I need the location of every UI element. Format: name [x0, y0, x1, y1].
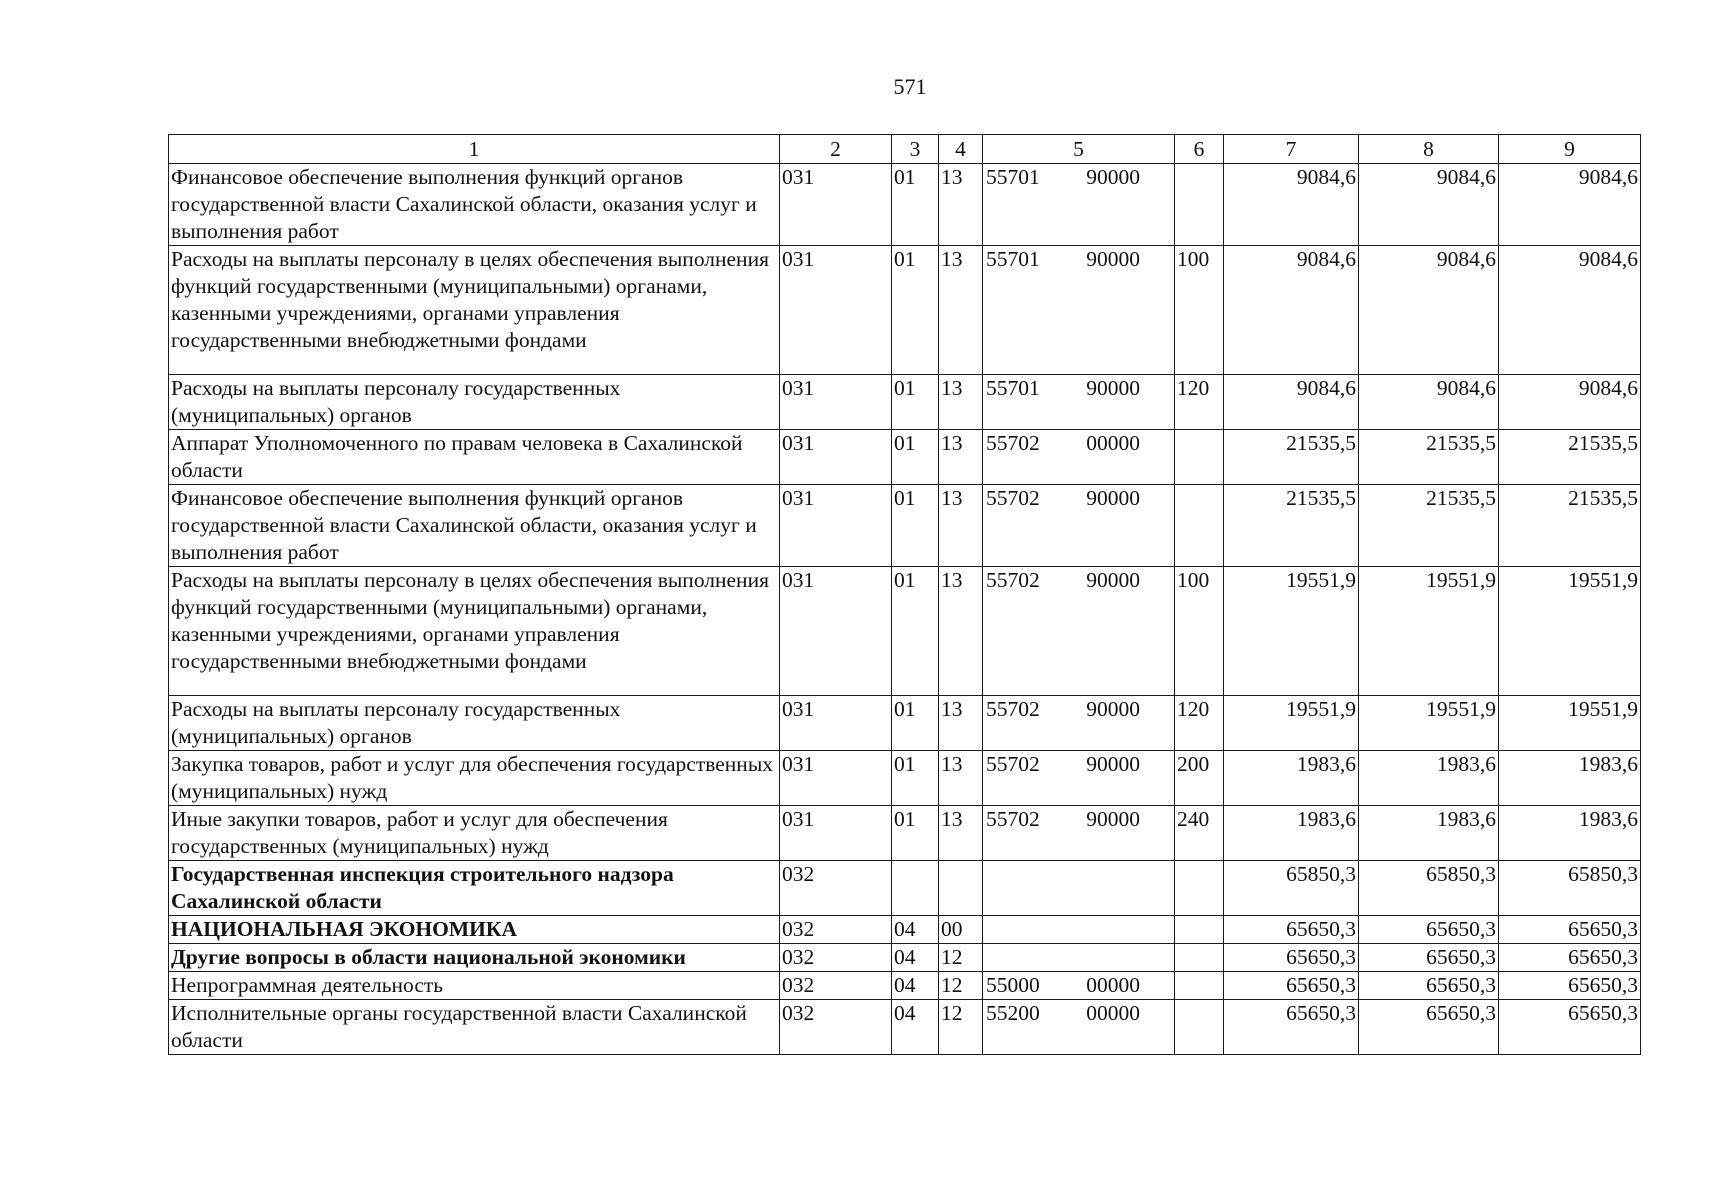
program-code-part1: 55702	[986, 697, 1040, 721]
row-program-cell	[983, 944, 1175, 972]
row-name-cell: Финансовое обеспечение выполнения функций органов государственной власти Сахалинской области, оказания услуг и выполнения работ	[169, 164, 780, 246]
row-expense-type-cell	[1175, 861, 1224, 916]
row-subsection-cell: 13	[939, 696, 983, 751]
row-expense-type-cell: 100	[1175, 246, 1224, 375]
row-program-cell	[983, 696, 1175, 751]
row-expense-type-cell	[1175, 944, 1224, 972]
row-name-cell: Финансовое обеспечение выполнения функций органов государственной власти Сахалинской области, оказания услуг и выполнения работ	[169, 485, 780, 567]
row-subsection-cell: 13	[939, 164, 983, 246]
row-name-cell: НАЦИОНАЛЬНАЯ ЭКОНОМИКА	[169, 916, 780, 944]
row-name-cell: Расходы на выплаты персоналу в целях обеспечения выполнения функций государственными (муниципальными) органами, казенными учреждениями, органами управления государственными внебюджетными фондами	[169, 567, 780, 696]
row-gr-code-cell: 031	[780, 485, 892, 567]
row-amount-cell: 1983,6	[1224, 806, 1359, 861]
row-expense-type-cell: 120	[1175, 375, 1224, 430]
row-name-cell: Иные закупки товаров, работ и услуг для обеспечения государственных (муниципальных) нужд	[169, 806, 780, 861]
table-row	[169, 972, 1641, 1000]
row-amount-cell: 19551,9	[1224, 567, 1359, 696]
row-subsection-cell	[939, 861, 983, 916]
header-cell: 4	[939, 135, 983, 164]
row-gr-code-cell: 031	[780, 567, 892, 696]
row-amount-cell: 9084,6	[1224, 164, 1359, 246]
program-code-part1: 55701	[986, 247, 1040, 271]
row-amount-cell: 21535,5	[1499, 430, 1641, 485]
row-section-cell: 01	[892, 806, 939, 861]
row-amount-cell: 65650,3	[1499, 1000, 1641, 1055]
row-amount-cell: 65850,3	[1359, 861, 1499, 916]
row-program-cell	[983, 916, 1175, 944]
row-program-cell	[983, 485, 1175, 567]
row-subsection-cell: 13	[939, 430, 983, 485]
row-amount-cell: 9084,6	[1224, 246, 1359, 375]
row-name-cell: Исполнительные органы государственной власти Сахалинской области	[169, 1000, 780, 1055]
row-program-cell	[983, 567, 1175, 696]
row-amount-cell: 65850,3	[1499, 861, 1641, 916]
program-code-part1: 55702	[986, 807, 1040, 831]
header-cell: 3	[892, 135, 939, 164]
row-program-cell	[983, 164, 1175, 246]
header-cell: 1	[169, 135, 780, 164]
row-section-cell: 01	[892, 567, 939, 696]
row-section-cell: 01	[892, 696, 939, 751]
row-subsection-cell: 13	[939, 567, 983, 696]
row-expense-type-cell	[1175, 164, 1224, 246]
table-row	[169, 861, 1641, 916]
program-code-part2: 90000	[1086, 807, 1140, 831]
row-amount-cell: 65650,3	[1224, 944, 1359, 972]
row-program-cell	[983, 430, 1175, 485]
row-program-cell	[983, 1000, 1175, 1055]
header-cell: 6	[1175, 135, 1224, 164]
header-cell: 5	[983, 135, 1175, 164]
row-section-cell: 01	[892, 246, 939, 375]
program-code-part2: 90000	[1086, 752, 1140, 776]
row-amount-cell: 1983,6	[1499, 751, 1641, 806]
row-program-cell	[983, 806, 1175, 861]
row-program-cell	[983, 861, 1175, 916]
row-amount-cell: 65650,3	[1499, 972, 1641, 1000]
row-amount-cell: 65650,3	[1359, 916, 1499, 944]
header-cell: 8	[1359, 135, 1499, 164]
row-amount-cell: 65650,3	[1359, 944, 1499, 972]
row-amount-cell: 19551,9	[1359, 696, 1499, 751]
table-row	[169, 751, 1641, 806]
row-amount-cell: 65650,3	[1359, 1000, 1499, 1055]
table-row	[169, 430, 1641, 485]
row-subsection-cell: 13	[939, 751, 983, 806]
row-amount-cell: 21535,5	[1224, 430, 1359, 485]
row-name-cell: Аппарат Уполномоченного по правам человека в Сахалинской области	[169, 430, 780, 485]
row-expense-type-cell	[1175, 972, 1224, 1000]
row-expense-type-cell: 120	[1175, 696, 1224, 751]
row-gr-code-cell: 032	[780, 1000, 892, 1055]
row-amount-cell: 65650,3	[1224, 916, 1359, 944]
table-row	[169, 806, 1641, 861]
row-expense-type-cell: 240	[1175, 806, 1224, 861]
row-expense-type-cell	[1175, 916, 1224, 944]
row-gr-code-cell: 032	[780, 972, 892, 1000]
row-gr-code-cell: 032	[780, 916, 892, 944]
row-subsection-cell: 13	[939, 246, 983, 375]
program-code-part1: 55701	[986, 165, 1040, 189]
row-section-cell	[892, 861, 939, 916]
row-name-cell: Непрограммная деятельность	[169, 972, 780, 1000]
row-section-cell: 01	[892, 751, 939, 806]
program-code-part1: 55701	[986, 376, 1040, 400]
row-name-cell: Расходы на выплаты персоналу государственных (муниципальных) органов	[169, 696, 780, 751]
program-code-part2: 90000	[1086, 165, 1140, 189]
table-row	[169, 696, 1641, 751]
row-expense-type-cell	[1175, 1000, 1224, 1055]
row-amount-cell: 65650,3	[1359, 972, 1499, 1000]
row-gr-code-cell: 031	[780, 246, 892, 375]
program-code-part2: 90000	[1086, 376, 1140, 400]
row-program-cell	[983, 375, 1175, 430]
row-gr-code-cell: 031	[780, 375, 892, 430]
row-expense-type-cell: 200	[1175, 751, 1224, 806]
row-gr-code-cell: 032	[780, 861, 892, 916]
row-subsection-cell: 13	[939, 806, 983, 861]
row-amount-cell: 65650,3	[1499, 916, 1641, 944]
row-subsection-cell: 12	[939, 972, 983, 1000]
table-row	[169, 246, 1641, 375]
row-expense-type-cell: 100	[1175, 567, 1224, 696]
row-subsection-cell: 00	[939, 916, 983, 944]
row-expense-type-cell	[1175, 485, 1224, 567]
row-subsection-cell: 12	[939, 944, 983, 972]
program-code-part2: 90000	[1086, 486, 1140, 510]
row-name-cell: Государственная инспекция строительного надзора Сахалинской области	[169, 861, 780, 916]
row-section-cell: 01	[892, 375, 939, 430]
row-amount-cell: 1983,6	[1224, 751, 1359, 806]
row-amount-cell: 9084,6	[1359, 375, 1499, 430]
table-row	[169, 1000, 1641, 1055]
row-amount-cell: 9084,6	[1499, 246, 1641, 375]
row-gr-code-cell: 031	[780, 430, 892, 485]
program-code-part1: 55702	[986, 431, 1040, 455]
row-amount-cell: 1983,6	[1359, 751, 1499, 806]
row-amount-cell: 21535,5	[1224, 485, 1359, 567]
row-amount-cell: 65650,3	[1499, 944, 1641, 972]
row-gr-code-cell: 031	[780, 751, 892, 806]
row-expense-type-cell	[1175, 430, 1224, 485]
row-amount-cell: 65850,3	[1224, 861, 1359, 916]
row-gr-code-cell: 031	[780, 696, 892, 751]
row-amount-cell: 19551,9	[1499, 696, 1641, 751]
row-amount-cell: 9084,6	[1224, 375, 1359, 430]
row-gr-code-cell: 031	[780, 806, 892, 861]
row-amount-cell: 9084,6	[1359, 164, 1499, 246]
row-section-cell: 04	[892, 944, 939, 972]
table-row	[169, 485, 1641, 567]
table-row	[169, 164, 1641, 246]
row-name-cell: Расходы на выплаты персоналу государственных (муниципальных) органов	[169, 375, 780, 430]
table-row	[169, 375, 1641, 430]
row-name-cell: Закупка товаров, работ и услуг для обеспечения государственных (муниципальных) нужд	[169, 751, 780, 806]
row-program-cell	[983, 246, 1175, 375]
row-subsection-cell: 13	[939, 485, 983, 567]
program-code-part1: 55000	[986, 973, 1040, 997]
program-code-part1: 55702	[986, 568, 1040, 592]
row-amount-cell: 9084,6	[1499, 375, 1641, 430]
row-name-cell: Другие вопросы в области национальной экономики	[169, 944, 780, 972]
program-code-part2: 00000	[1086, 431, 1140, 455]
row-subsection-cell: 13	[939, 375, 983, 430]
row-program-cell	[983, 751, 1175, 806]
program-code-part2: 90000	[1086, 247, 1140, 271]
row-amount-cell: 9084,6	[1359, 246, 1499, 375]
row-amount-cell: 19551,9	[1359, 567, 1499, 696]
row-amount-cell: 65650,3	[1224, 1000, 1359, 1055]
table-row	[169, 944, 1641, 972]
row-amount-cell: 9084,6	[1499, 164, 1641, 246]
table-row	[169, 916, 1641, 944]
row-section-cell: 01	[892, 485, 939, 567]
row-amount-cell: 21535,5	[1499, 485, 1641, 567]
row-program-cell	[983, 972, 1175, 1000]
header-cell: 7	[1224, 135, 1359, 164]
program-code-part1: 55200	[986, 1001, 1040, 1025]
row-amount-cell: 1983,6	[1359, 806, 1499, 861]
program-code-part1: 55702	[986, 752, 1040, 776]
row-name-cell: Расходы на выплаты персоналу в целях обеспечения выполнения функций государственными (муниципальными) органами, казенными учреждениями, органами управления государственными внебюджетными фондами	[169, 246, 780, 375]
row-section-cell: 04	[892, 916, 939, 944]
program-code-part1: 55702	[986, 486, 1040, 510]
budget-table	[168, 134, 1641, 1055]
row-gr-code-cell: 031	[780, 164, 892, 246]
page-number: 571	[893, 74, 927, 99]
table-row	[169, 567, 1641, 696]
header-row	[169, 135, 1641, 164]
program-code-part2: 90000	[1086, 568, 1140, 592]
row-amount-cell: 19551,9	[1499, 567, 1641, 696]
row-section-cell: 01	[892, 430, 939, 485]
row-section-cell: 01	[892, 164, 939, 246]
program-code-part2: 00000	[1086, 973, 1140, 997]
program-code-part2: 90000	[1086, 697, 1140, 721]
header-cell: 2	[780, 135, 892, 164]
program-code-part2: 00000	[1086, 1001, 1140, 1025]
row-amount-cell: 65650,3	[1224, 972, 1359, 1000]
row-amount-cell: 21535,5	[1359, 485, 1499, 567]
row-section-cell: 04	[892, 972, 939, 1000]
row-amount-cell: 21535,5	[1359, 430, 1499, 485]
row-amount-cell: 1983,6	[1499, 806, 1641, 861]
row-subsection-cell: 12	[939, 1000, 983, 1055]
row-amount-cell: 19551,9	[1224, 696, 1359, 751]
row-gr-code-cell: 032	[780, 944, 892, 972]
row-section-cell: 04	[892, 1000, 939, 1055]
header-cell: 9	[1499, 135, 1641, 164]
